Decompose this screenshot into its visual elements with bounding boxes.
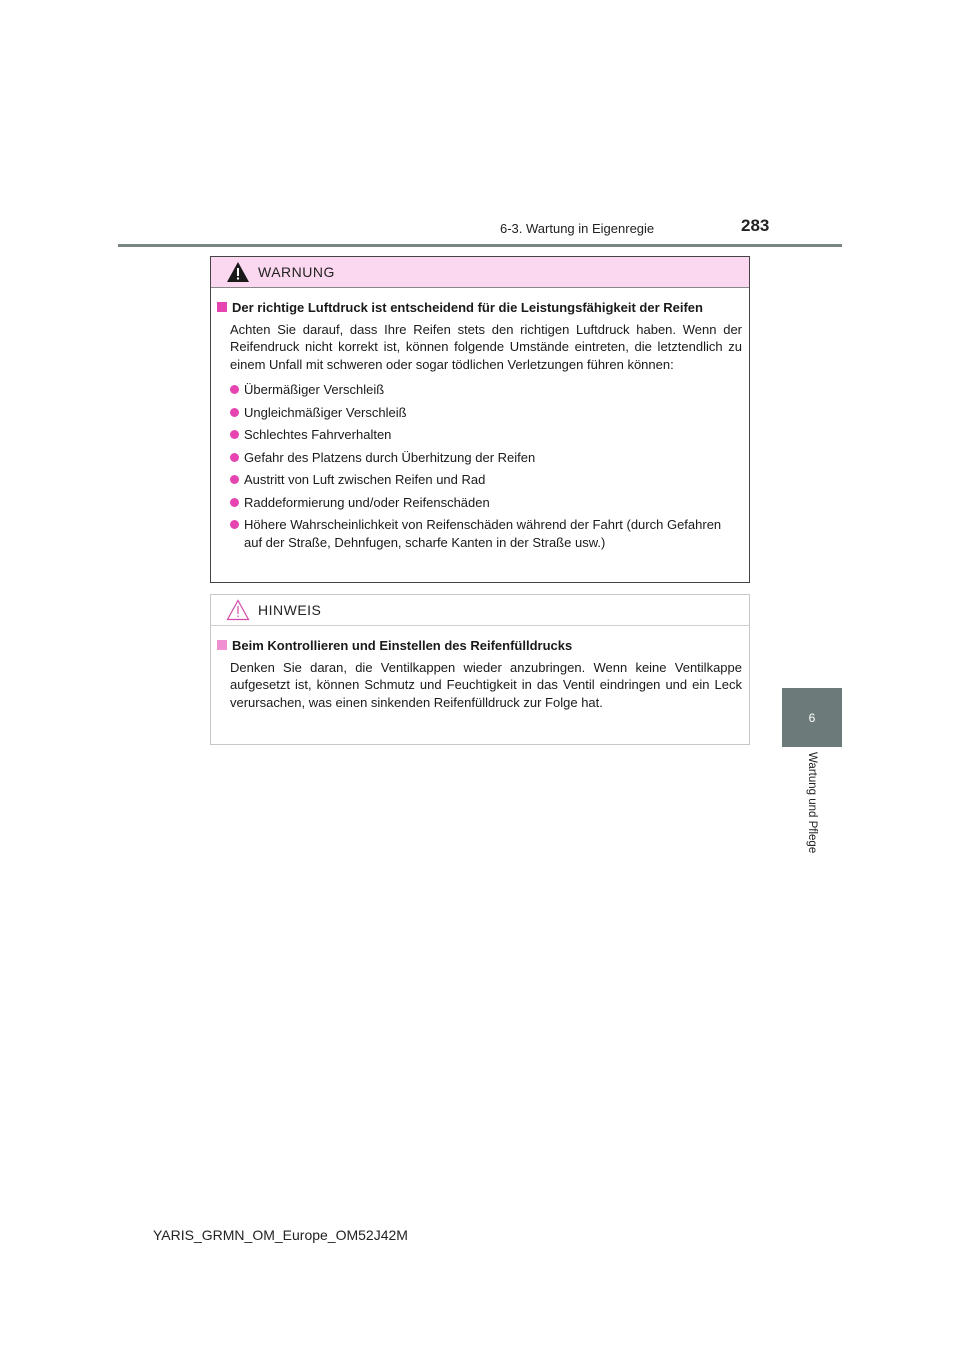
list-item-text: Austritt von Luft zwischen Reifen und Rad	[244, 472, 486, 487]
list-item	[230, 404, 742, 422]
list-item	[230, 381, 742, 399]
chapter-title	[782, 752, 842, 872]
round-bullet-icon	[230, 453, 239, 462]
page-number: 283	[741, 216, 770, 235]
hint-paragraph: Denken Sie daran, die Ventilkappen wieder anzubringen. Wenn keine Ventilkappe aufgesetzt ist, können Schmutz und Feuchtigkeit in das Ventil eindringen und ein Leck verursachen, was einen sinkenden Reifenfülldruck zur Folge hat.	[230, 659, 742, 710]
hint-section-title	[217, 637, 742, 655]
warning-section-title-text: Der richtige Luftdruck ist entscheidend für die Leistungsfähigkeit der Reifen	[232, 300, 703, 315]
header-divider	[118, 244, 842, 247]
round-bullet-icon	[230, 385, 239, 394]
document-id: YARIS_GRMN_OM_Europe_OM52J42M	[153, 1227, 408, 1243]
list-item	[230, 426, 742, 444]
list-item-text: Schlechtes Fahrverhalten	[244, 427, 392, 442]
chapter-number: 6	[808, 710, 816, 725]
chapter-title-text: Wartung und Pflege	[806, 752, 818, 854]
list-item-text: Gefahr des Platzens durch Überhitzung der Reifen	[244, 449, 536, 465]
list-item-text: Raddeformierung und/oder Reifenschäden	[244, 494, 490, 510]
round-bullet-icon	[230, 408, 239, 417]
list-item	[230, 494, 742, 512]
warning-paragraph: Achten Sie darauf, dass Ihre Reifen stets den richtigen Luftdruck haben. Wenn der Reifendruck nicht korrekt ist, können folgende Umstände eintreten, die letztendlich zu einem Unfall mit schweren oder sogar tödlichen Verletzungen führen können:	[230, 321, 742, 372]
warning-section-title	[217, 299, 742, 317]
hint-body	[211, 626, 749, 711]
warning-label: WARNUNG	[258, 264, 335, 280]
chapter-tab	[782, 688, 842, 747]
list-item	[230, 471, 742, 489]
section-header: 6-3. Wartung in Eigenregie	[500, 221, 655, 236]
list-item	[230, 449, 742, 467]
list-item-text: Höhere Wahrscheinlichkeit von Reifenschäden während der Fahrt (durch Gefahren auf der Straße, Dehnfugen, scharfe Kanten in der Straße usw.)	[244, 517, 722, 550]
hint-section-title-text: Beim Kontrollieren und Einstellen des Reifenfülldrucks	[232, 638, 573, 653]
square-bullet-icon	[217, 640, 227, 650]
warning-box	[210, 256, 750, 583]
hint-box	[210, 594, 750, 745]
warning-body	[211, 288, 749, 551]
list-item-text: Ungleichmäßiger Verschleiß	[244, 404, 407, 420]
hint-header	[211, 595, 749, 626]
list-item	[230, 516, 742, 551]
warning-triangle-icon	[226, 261, 250, 283]
round-bullet-icon	[230, 498, 239, 507]
hint-label: HINWEIS	[258, 602, 322, 618]
caution-triangle-icon	[226, 599, 250, 621]
warning-header	[211, 257, 749, 288]
list-item-text: Übermäßiger Verschleiß	[244, 382, 385, 397]
square-bullet-icon	[217, 302, 227, 312]
round-bullet-icon	[230, 430, 239, 439]
round-bullet-icon	[230, 475, 239, 484]
round-bullet-icon	[230, 520, 239, 529]
warning-bullet-list	[230, 381, 742, 551]
